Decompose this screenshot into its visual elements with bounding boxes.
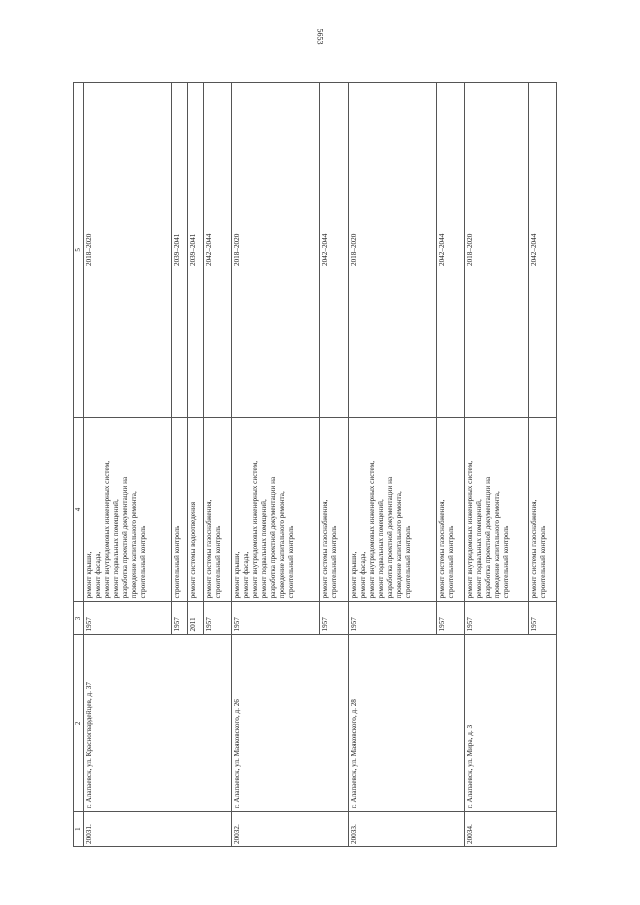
column-header: 1 bbox=[74, 812, 84, 847]
period-cell: 2042–2044 bbox=[320, 83, 348, 418]
year-cell: 1957 bbox=[204, 602, 232, 635]
period-cell: 2042–2044 bbox=[436, 83, 464, 418]
year-cell: 1957 bbox=[464, 602, 528, 635]
row-number: 20033. bbox=[348, 812, 464, 847]
row-number: 20034. bbox=[464, 812, 556, 847]
work-cell: ремонт системы газоснабжения, строительный контроль bbox=[204, 417, 232, 602]
repair-schedule-table bbox=[73, 82, 557, 847]
table-body bbox=[84, 83, 557, 847]
work-cell: ремонт внутридомовых инженерных систем, ремонт подвальных помещений, разработка проектной документации на проведение капитального ремонта, строительный контроль bbox=[464, 417, 528, 602]
page-number: 5653 bbox=[315, 28, 325, 45]
work-cell: ремонт системы газоснабжения, строительный контроль bbox=[528, 417, 556, 602]
address-cell: г. Алапаевск, ул. Маяковского, д. 28 bbox=[348, 635, 464, 812]
table-row bbox=[464, 83, 528, 847]
column-header: 4 bbox=[74, 417, 84, 602]
year-cell: 1957 bbox=[348, 602, 436, 635]
address-cell: г. Алапаевск, ул. Маяковского, д. 26 bbox=[232, 635, 348, 812]
year-cell: 1957 bbox=[172, 602, 188, 635]
rotated-table-container bbox=[73, 82, 557, 847]
period-cell: 2018–2020 bbox=[84, 83, 172, 418]
work-cell: ремонт крыши, ремонт фасада, ремонт внутридомовых инженерных систем, ремонт подвальных помещений, разработка проектной документации на проведение капитального ремонта, строительный контроль bbox=[348, 417, 436, 602]
column-header: 2 bbox=[74, 635, 84, 812]
row-number: 20032. bbox=[232, 812, 348, 847]
work-cell: ремонт крыши, ремонт фасада, ремонт внутридомовых инженерных систем, ремонт подвальных помещений, разработка проектной документации на проведение капитального ремонта, строительный контроль bbox=[84, 417, 172, 602]
period-cell: 2039–2041 bbox=[188, 83, 204, 418]
year-cell: 2011 bbox=[188, 602, 204, 635]
table-row bbox=[348, 83, 436, 847]
year-cell: 1957 bbox=[320, 602, 348, 635]
row-number: 20031. bbox=[84, 812, 232, 847]
address-cell: г. Алапаевск, ул. Красногвардейцев, д. 37 bbox=[84, 635, 232, 812]
work-cell: ремонт системы газоснабжения, строительный контроль bbox=[320, 417, 348, 602]
column-header: 3 bbox=[74, 602, 84, 635]
period-cell: 2042–2044 bbox=[528, 83, 556, 418]
column-header: 5 bbox=[74, 83, 84, 418]
period-cell: 2018–2020 bbox=[464, 83, 528, 418]
year-cell: 1957 bbox=[232, 602, 320, 635]
year-cell: 1957 bbox=[528, 602, 556, 635]
period-cell: 2018–2020 bbox=[232, 83, 320, 418]
period-cell: 2018–2020 bbox=[348, 83, 436, 418]
period-cell: 2039–2041 bbox=[172, 83, 188, 418]
work-cell: ремонт крыши, ремонт фасада, ремонт внутридомовых инженерных систем, ремонт подвальных помещений, разработка проектной документации на проведение капитального ремонта, строительный контроль bbox=[232, 417, 320, 602]
table-row bbox=[232, 83, 320, 847]
table-row bbox=[84, 83, 172, 847]
work-cell: строительный контроль bbox=[172, 417, 188, 602]
address-cell: г. Алапаевск, ул. Мира, д. 3 bbox=[464, 635, 556, 812]
period-cell: 2042–2044 bbox=[204, 83, 232, 418]
column-number-row bbox=[74, 83, 84, 847]
year-cell: 1957 bbox=[84, 602, 172, 635]
work-cell: ремонт системы газоснабжения, строительный контроль bbox=[436, 417, 464, 602]
work-cell: ремонт системы водоотведения bbox=[188, 417, 204, 602]
year-cell: 1957 bbox=[436, 602, 464, 635]
